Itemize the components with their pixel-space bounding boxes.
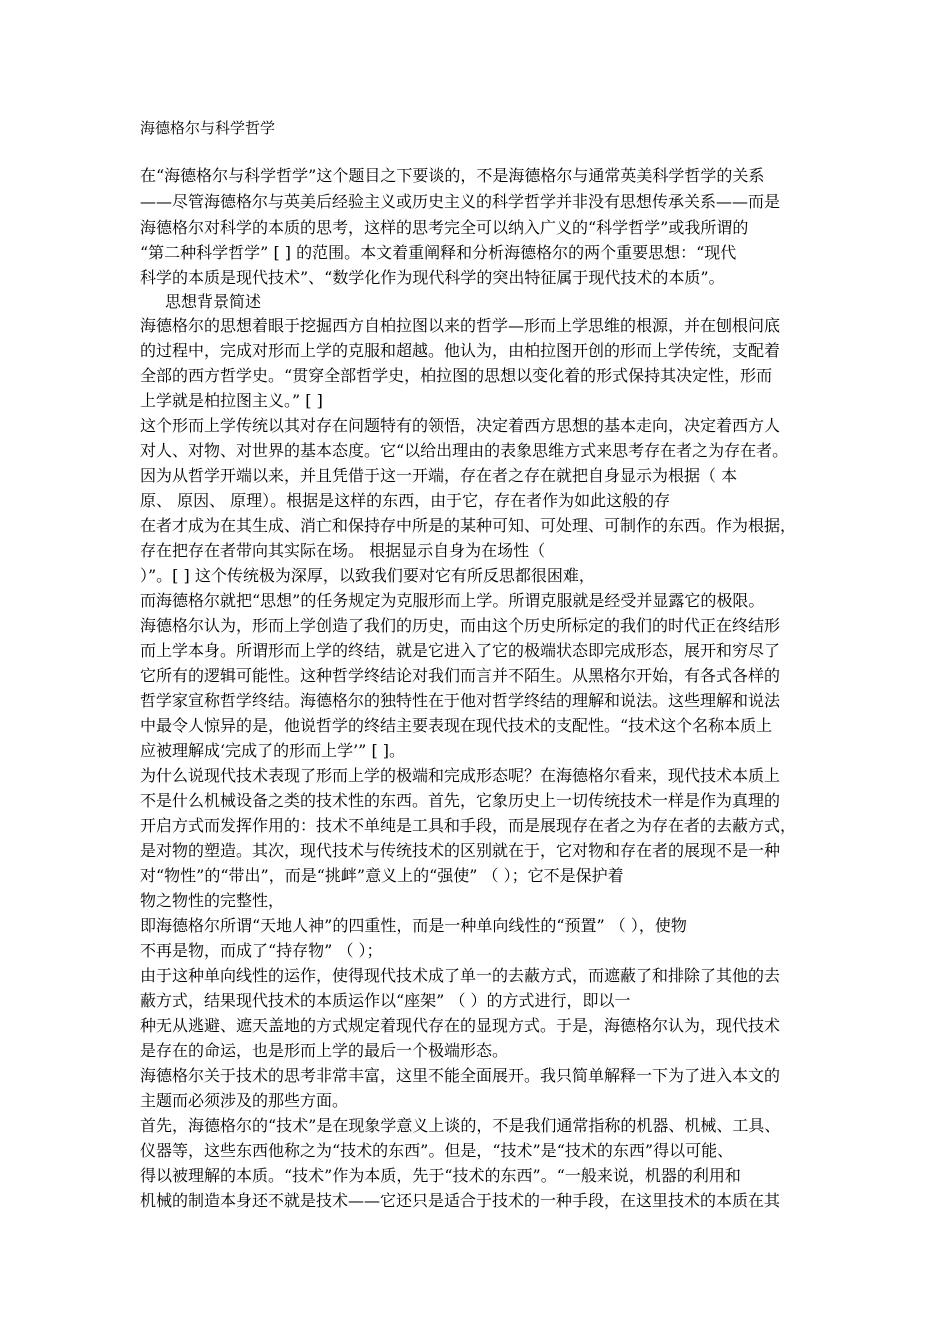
text-line: 上学就是柏拉图主义。” [ ] [140, 391, 323, 410]
text-line: 蔽方式，结果现代技术的本质运作以“座架” （ ）的方式进行，即以一 [140, 991, 631, 1010]
text-line: 全部的西方哲学史。“贯穿全部哲学史，柏拉图的思想以变化着的形式保持其决定性，形而 [140, 366, 773, 385]
text-line: 物之物性的完整性， [140, 891, 285, 910]
text-line: 对“物性”的“带出”，而是“挑衅”意义上的“强使” （ ）；它不是保护着 [140, 866, 624, 885]
text-line: 由于这种单向线性的运作，使得现代技术成了单一的去蔽方式，而遮蔽了和排除了其他的去 [140, 966, 781, 985]
text-line: 机械的制造本身还不就是技术——它还只是适合于技术的一种手段，在这里技术的本质在其 [140, 1191, 781, 1210]
text-line: 海德格尔认为，形而上学创造了我们的历史，而由这个历史所标定的我们的时代正在终结形 [140, 616, 781, 635]
text-line: 而海德格尔就把“思想”的任务规定为克服形而上学。所谓克服就是经受并显露它的极限。 [140, 591, 765, 610]
text-line: 即海德格尔所谓“天地人神”的四重性，而是一种单向线性的“预置” （ ），使物 [140, 916, 687, 935]
text-line: 为什么说现代技术表现了形而上学的极端和完成形态呢？在海德格尔看来，现代技术本质上 [140, 766, 781, 785]
text-line: 哲学家宣称哲学终结。海德格尔的独特性在于他对哲学终结的理解和说法。这些理解和说法 [140, 691, 781, 710]
text-line: 开启方式而发挥作用的：技术不单纯是工具和手段，而是展现存在者之为存在者的去蔽方式， [140, 816, 797, 835]
text-line: 首先，海德格尔的“技术”是在现象学意义上谈的，不是我们通常指称的机器、机械、工具、 [140, 1116, 781, 1135]
text-line: 种无从逃避、遮天盖地的方式规定着现代存在的显现方式。于是，海德格尔认为，现代技术 [140, 1016, 781, 1035]
section-heading: 思想背景简述 [165, 292, 262, 311]
text-line: ——尽管海德格尔与英美后经验主义或历史主义的科学哲学并非没有思想传承关系——而是 [140, 192, 781, 211]
text-line: 中最令人惊异的是，他说哲学的终结主要表现在现代技术的支配性。“技术这个名称本质上 [140, 716, 773, 735]
text-line: 不再是物，而成了“持存物” （ ）； [140, 941, 383, 960]
text-line: 这个形而上学传统以其对存在问题特有的领悟，决定着西方思想的基本走向，决定着西方人 [140, 416, 781, 435]
text-line: 海德格尔关于技术的思考非常丰富，这里不能全面展开。我只简单解释一下为了进入本文的 [140, 1066, 781, 1085]
text-line: 对人、对物、对世界的基本态度。它“以给出理由的表象思维方式来思考存在者之为存在者。 [140, 441, 789, 460]
text-line: 得以被理解的本质。“技术”作为本质，先于“技术的东西”。“一般来说，机器的利用和 [140, 1166, 741, 1185]
text-line: 科学的本质是现代技术”、“数学化作为现代科学的突出特征属于现代技术的本质”。 [140, 268, 725, 287]
text-line: 原、 原因、 原理）。根据是这样的东西，由于它，存在者作为如此这般的存 [140, 491, 671, 510]
text-line: 应被理解成‘完成了的形而上学’” [ ]。 [140, 741, 406, 760]
text-line: 仪器等，这些东西他称之为“技术的东西”。但是，“技术”是“技术的东西”得以可能、 [140, 1141, 734, 1160]
text-line: 而上学本身。所谓形而上学的终结，就是它进入了它的极端状态即完成形态，展开和穷尽了 [140, 641, 781, 660]
text-line: 是对物的塑造。其次，现代技术与传统技术的区别就在于，它对物和存在者的展现不是一种 [140, 841, 781, 860]
text-line: 它所有的逻辑可能性。这种哲学终结论对我们而言并不陌生。从黑格尔开始，有各式各样的 [140, 666, 781, 685]
text-line: 海德格尔的思想着眼于挖掘西方自柏拉图以来的哲学—形而上学思维的根源，并在刨根问底 [140, 316, 781, 335]
text-line: 不是什么机械设备之类的技术性的东西。首先，它象历史上一切传统技术一样是作为真理的 [140, 791, 781, 810]
text-line: 存在把存在者带向其实际在场。 根据显示自身为在场性（ [140, 541, 546, 560]
text-line: 是存在的命运，也是形而上学的最后一个极端形态。 [140, 1041, 509, 1060]
text-line: 海德格尔对科学的本质的思考，这样的思考完全可以纳入广义的“科学哲学”或我所谓的 [140, 218, 749, 237]
text-line: ）”。[ ] 这个传统极为深厚，以致我们要对它有所反思都很困难， [140, 566, 595, 585]
text-line: “第二种科学哲学” [ ] 的范围。本文着重阐释和分析海德格尔的两个重要思想：“现代 [140, 243, 737, 262]
text-line: 的过程中，完成对形而上学的克服和超越。他认为，由柏拉图开创的形而上学传统，支配着 [140, 341, 781, 360]
text-line: 因为从哲学开端以来，并且凭借于这一开端，存在者之存在就把自身显示为根据（ 本 [140, 466, 738, 485]
text-line: 在者才成为在其生成、消亡和保持存中所是的某种可知、可处理、可制作的东西。作为根据， [140, 516, 797, 535]
document-title: 海德格尔与科学哲学 [140, 119, 276, 137]
text-line: 主题而必须涉及的那些方面。 [140, 1091, 349, 1110]
text-line: 在“海德格尔与科学哲学”这个题目之下要谈的，不是海德格尔与通常英美科学哲学的关系 [140, 166, 765, 185]
